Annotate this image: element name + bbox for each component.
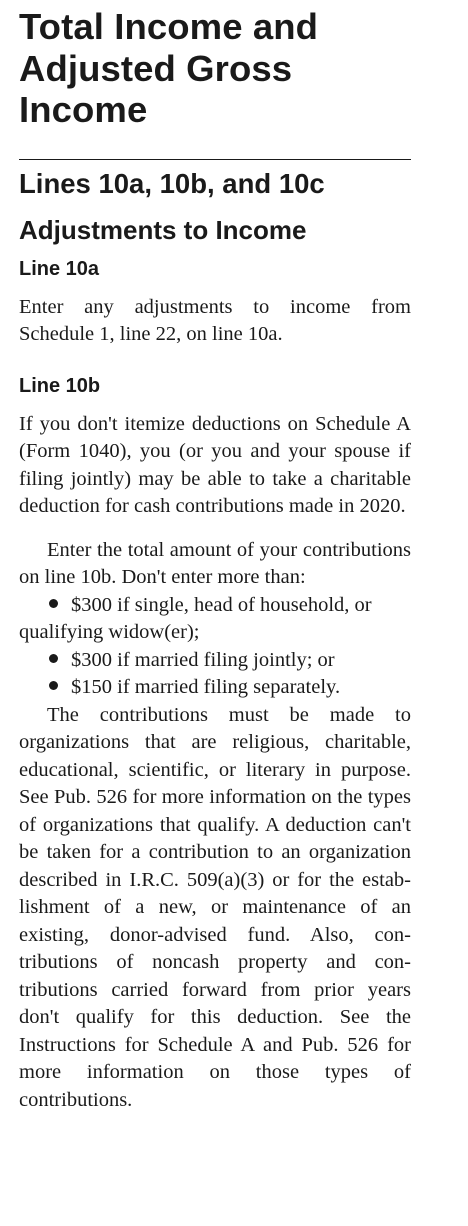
list-item: $300 if married filing jointly; or (19, 647, 411, 675)
section-divider (19, 159, 411, 160)
contribution-limits-list (19, 592, 411, 702)
line-10b-heading: Line 10b (19, 374, 101, 397)
section-heading: Lines 10a, 10b, and 10c (19, 167, 325, 199)
line-10b-enter-instruction: Enter the total amount of your contributions on line 10b. Don't enter more than: (19, 538, 411, 588)
page-title: Total Income and Adjusted Gross Income (19, 6, 319, 130)
list-item: $300 if single, head of household, or qualifying widow(er); (19, 593, 372, 643)
line-10a-heading: Line 10a (19, 257, 100, 280)
line-10b-details: The contributions must be made to organizations that are religious, charitable, educational, scientific, or literary in purpose. See Pub. 526 for more information on the types of organizations that qualify. A deduction can't be taken for a contribution to an organization described in I.R.C. 509(a)(3) or for the establishment of a new, or maintenance of an existing, donor-advised fund. Also, contributions of noncash property and contributions carried forward from prior years don't qualify for this deduction. See the Instructions for Schedule A and Pub. 526 for more information on those types of contributions. (19, 703, 411, 1111)
document-page (19, 6, 411, 1114)
subsection-heading: Adjustments to Income (19, 214, 307, 245)
list-item: $150 if married filing separately. (19, 674, 411, 702)
line-10a-text: Enter any adjustments to income from Schedule 1, line 22, on line 10a. (19, 295, 411, 345)
bullet-icon (49, 599, 58, 608)
bullet-icon (49, 681, 58, 690)
bullet-icon (49, 654, 58, 663)
line-10b-intro: If you don't itemize deductions on Schedule A (Form 1040), you (or you and your spouse if filing jointly) may be able to take a charitable deduction for cash contributions made in 2020. (19, 412, 411, 517)
